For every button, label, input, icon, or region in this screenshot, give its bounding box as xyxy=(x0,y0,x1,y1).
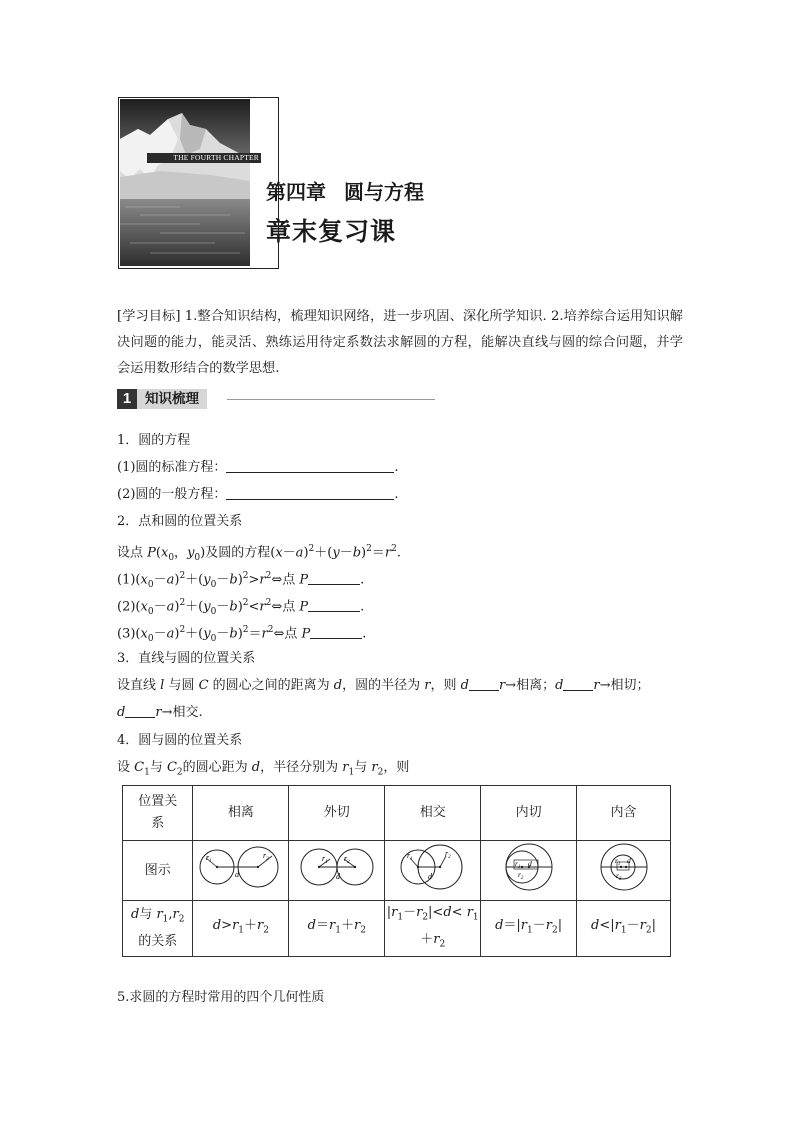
item-4-heading: 4．圆与圆的位置关系 xyxy=(117,733,243,748)
circle-relationship-table xyxy=(122,785,671,957)
header-cell: 外切 xyxy=(289,786,385,841)
figure-tangent-internal xyxy=(481,841,577,901)
lesson-title: 章末复习课 xyxy=(266,217,397,246)
relation-intersect: $|r_1-r_2|<d< r_1$ $+r_2$ xyxy=(385,901,481,957)
relation-separate: $d>r_1+r_2$ xyxy=(193,901,289,957)
svg-text:r1: $r_1$ xyxy=(514,858,520,870)
row-label: d与 $r_1,r_2$ 的关系 xyxy=(123,901,193,957)
objectives-text: 1.整合知识结构，梳理知识网络，进一步巩固、深化所学知识. 2.培养综合运用知识解决问题的能力，能灵活、熟练运用待定系数法求解圆的方程，能解决直线与圆的综合问题，并学会运用数形结合的数学思想. xyxy=(117,309,683,376)
svg-text:d: d xyxy=(527,858,532,868)
svg-text:r1: $r_1$ xyxy=(614,855,620,867)
objectives-label: [学习目标] xyxy=(117,309,181,324)
chapter-number: 第四章 xyxy=(266,180,326,204)
chapter-strip: THE FOURTH CHAPTER xyxy=(147,153,261,163)
header-cell: 相离 xyxy=(193,786,289,841)
learning-objectives xyxy=(117,304,683,382)
svg-text:d: d xyxy=(626,855,631,865)
svg-text:r2: $r_2$ xyxy=(444,848,451,860)
item-2-setup: 设点 $P(x_0$，$y_0$)及圆的方程$(x-a)^2+(y-b)^2=r^2$. xyxy=(117,544,401,563)
row-label: 图示 xyxy=(123,841,193,901)
relation-tangent-internal: $d=|r_1-r_2|$ xyxy=(481,901,577,957)
answer-blank xyxy=(308,598,360,612)
item-3-heading: 3．直线与圆的位置关系 xyxy=(117,651,256,666)
section-header xyxy=(117,388,435,410)
svg-text:d: d xyxy=(335,871,340,881)
header-cell: 内切 xyxy=(481,786,577,841)
figure-intersect xyxy=(385,841,481,901)
item-3-text-cont: d r→相交. xyxy=(117,705,203,720)
figure-contain xyxy=(577,841,671,901)
section-number: 1 xyxy=(117,389,137,409)
svg-text:r1: $r_1$ xyxy=(205,852,212,864)
answer-blank xyxy=(308,571,360,585)
item-2-case-2: $(2)(x_0-a)^2+(y_0-b)^2<r^2\Leftrightarrow$点 P . xyxy=(117,598,365,617)
chapter-title xyxy=(266,176,424,205)
svg-text:r1: $r_1$ xyxy=(321,853,328,865)
item-1-heading: 1．圆的方程 xyxy=(117,433,191,448)
figure-tangent-external xyxy=(289,841,385,901)
svg-text:r2: $r_2$ xyxy=(517,869,523,881)
relation-tangent-external: $d=r_1+r_2$ xyxy=(289,901,385,957)
header-cell: 位置关系 xyxy=(123,786,193,841)
item-2-case-3: $(3)(x_0-a)^2+(y_0-b)^2=r^2\Leftrightarrow$点 P . xyxy=(117,625,367,644)
header-cell: 相交 xyxy=(385,786,481,841)
section-divider xyxy=(227,399,435,400)
table-header-row xyxy=(123,786,671,841)
table-relation-row xyxy=(123,901,671,957)
svg-text:r2: $r_2$ xyxy=(343,853,350,865)
svg-text:r2: $r_2$ xyxy=(615,870,621,882)
answer-blank xyxy=(226,459,394,473)
item-2-case-1: $(1)(x_0-a)^2+(y_0-b)^2>r^2\Leftrightarrow$点 P . xyxy=(117,571,365,590)
figure-separate xyxy=(193,841,289,901)
item-4-setup: 设 $C_1$与 $C_2$的圆心距为 d，半径分别为 $r_1$与 $r_2$，则 xyxy=(117,760,410,778)
item-2-heading: 2．点和圆的位置关系 xyxy=(117,514,243,529)
item-1b: (2)圆的一般方程： . xyxy=(117,487,399,502)
iceberg-image xyxy=(120,99,250,266)
chapter-topic: 圆与方程 xyxy=(344,180,424,204)
svg-text:r2: $r_2$ xyxy=(262,850,269,862)
header-cell: 内含 xyxy=(577,786,671,841)
item-5-heading: 5.求圆的方程时常用的四个几何性质 xyxy=(117,990,325,1005)
relation-contain: $d<|r_1-r_2|$ xyxy=(577,901,671,957)
svg-text:d: d xyxy=(427,871,432,881)
svg-text:r1: $r_1$ xyxy=(406,850,413,862)
section-title: 知识梳理 xyxy=(137,389,207,409)
table-figure-row xyxy=(123,841,671,901)
answer-blank xyxy=(226,486,394,500)
svg-text:d: d xyxy=(234,869,239,879)
chapter-banner xyxy=(118,97,279,269)
item-3-text: 设直线 l 与圆 C 的圆心之间的距离为 d，圆的半径为 r，则 d r→相离；d r→相切； xyxy=(117,678,650,693)
item-1a: (1)圆的标准方程： . xyxy=(117,460,399,475)
answer-blank xyxy=(310,625,362,639)
